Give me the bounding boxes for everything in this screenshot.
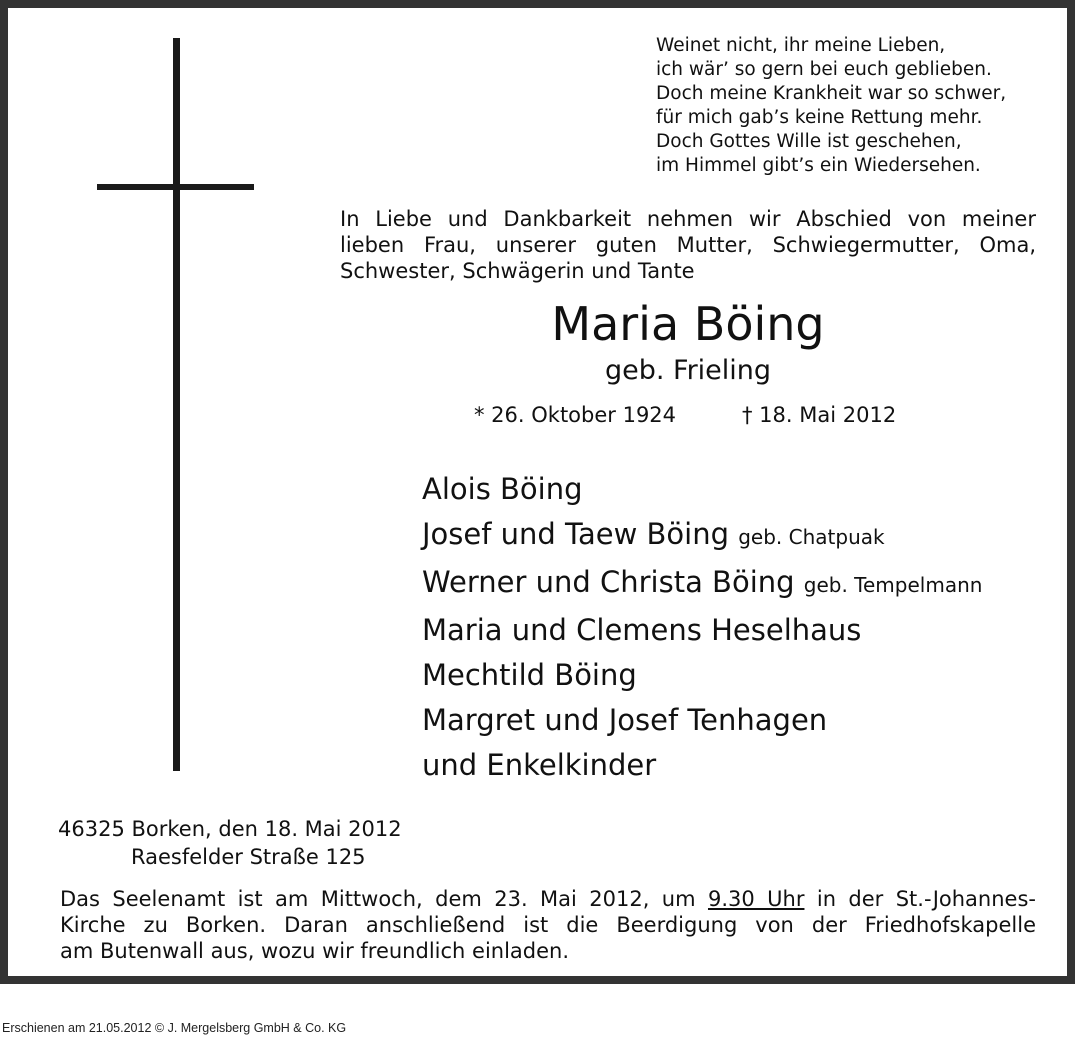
service-line-2: Kirche zu Borken. Daran anschließend ist die Beerdigung von der Friedhofskapelle (60, 913, 1036, 937)
mourner-name: und Enkelkinder (422, 748, 657, 782)
death-date: † 18. Mai 2012 (742, 403, 897, 427)
mourner-name: Alois Böing (422, 472, 583, 506)
service-text (60, 886, 1036, 964)
intro-text (340, 206, 1036, 284)
mourner-entry (422, 698, 982, 743)
place-date: 46325 Borken, den 18. Mai 2012 (58, 817, 402, 841)
mourners-list (422, 467, 982, 788)
mourner-entry (422, 608, 982, 653)
deceased-name: Maria Böing (551, 297, 825, 351)
mourner-entry (422, 653, 982, 698)
mourner-entry (422, 467, 982, 512)
mourner-entry (422, 743, 982, 788)
mourner-name: Mechtild Böing (422, 658, 637, 692)
poem-line: Doch meine Krankheit war so schwer, (656, 83, 1007, 104)
service-line-1 (60, 886, 1036, 912)
poem-line: für mich gab’s keine Rettung mehr. (656, 107, 983, 128)
intro-line: Schwester, Schwägerin und Tante (340, 259, 695, 283)
mourner-name: Maria und Clemens Heselhaus (422, 613, 862, 647)
publication-footer: Erschienen am 21.05.2012 © J. Mergelsberg GmbH & Co. KG (2, 1021, 347, 1035)
poem-line: Weinet nicht, ihr meine Lieben, (656, 35, 946, 56)
service-line-3: am Butenwall aus, wozu wir freundlich einladen. (60, 939, 570, 963)
service-text-after: in der St.-Johannes- (804, 887, 1036, 911)
mourner-note: geb. Chatpuak (738, 525, 885, 549)
cross-icon (173, 38, 180, 771)
maiden-name: geb. Frieling (604, 355, 772, 386)
service-time: 9.30 Uhr (707, 887, 805, 911)
service-text-before: Das Seelenamt ist am Mittwoch, dem 23. Mai 2012, um (60, 887, 708, 911)
mourner-note: geb. Tempelmann (803, 573, 983, 597)
mourner-name: Werner und Christa Böing (422, 565, 795, 599)
mourner-name: Margret und Josef Tenhagen (422, 703, 828, 737)
intro-line: lieben Frau, unserer guten Mutter, Schwiegermutter, Oma, (340, 233, 1036, 257)
mourner-entry (422, 512, 982, 560)
poem-line: Doch Gottes Wille ist geschehen, (656, 131, 962, 152)
poem-line: im Himmel gibt’s ein Wiedersehen. (656, 155, 981, 176)
poem (656, 34, 1006, 178)
mourner-name: Josef und Taew Böing (422, 517, 730, 551)
mourner-entry (422, 560, 982, 608)
poem-line: ich wär’ so gern bei euch geblieben. (656, 59, 992, 80)
intro-line: In Liebe und Dankbarkeit nehmen wir Abschied von meiner (340, 207, 1036, 231)
birth-date: * 26. Oktober 1924 (474, 403, 677, 427)
street-address: Raesfelder Straße 125 (131, 845, 366, 869)
cross-icon-crossbar (97, 184, 254, 190)
